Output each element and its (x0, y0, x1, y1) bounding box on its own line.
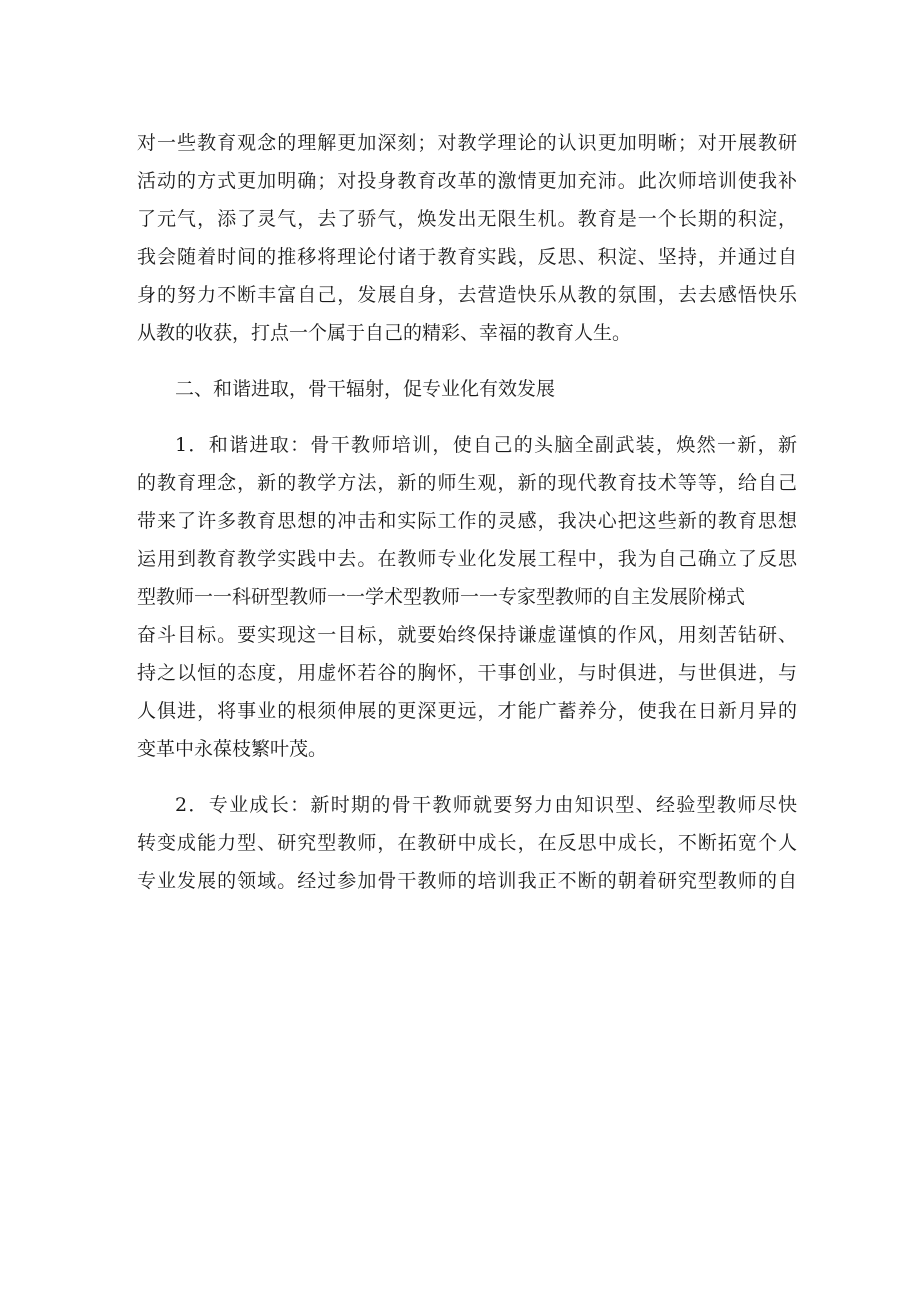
text-line: 的教育理念，新的教学方法，新的师生观，新的现代教育技术等等，给自己 (137, 472, 797, 494)
paragraph-professional-growth (137, 786, 797, 900)
section-heading (137, 370, 797, 408)
paragraph-spacer (137, 408, 797, 426)
text-line: 对一些教育观念的理解更加深刻；对教学理论的认识更加明晰；对开展教研 (137, 132, 797, 154)
paragraph-spacer (137, 768, 797, 786)
text-line: 活动的方式更加明确；对投身教育改革的激情更加充沛。此次师培训使我补 (137, 170, 797, 192)
text-line: 了元气，添了灵气，去了骄气，焕发出无限生机。教育是一个长期的积淀， (137, 208, 797, 230)
text-line: 我会随着时间的推移将理论付诸于教育实践，反思、积淀、坚持，并通过自 (137, 246, 797, 268)
text-line: 运用到教育教学实践中去。在教师专业化发展工程中，我为自己确立了反思 (137, 548, 797, 570)
text-line: 身的努力不断丰富自己，发展自身，去营造快乐从教的氛围，去去感悟快乐 (137, 284, 797, 306)
text-line: 专业发展的领域。经过参加骨干教师的培训我正不断的朝着研究型教师的自 (137, 870, 797, 892)
paragraph-spacer (137, 352, 797, 370)
section-heading-text: 二、和谐进取，骨干辐射，促专业化有效发展 (175, 378, 556, 400)
text-line: 型教师一一科研型教师一一学术型教师一一专家型教师的自主发展阶梯式 (137, 586, 746, 608)
text-line: 1．和谐进取：骨干教师培训，使自己的头脑全副武装，焕然一新，新 (175, 434, 797, 456)
text-line: 从教的收获，打点一个属于自己的精彩、幸福的教育人生。 (137, 322, 632, 344)
text-line: 变革中永葆枝繁叶茂。 (137, 738, 328, 760)
paragraph-harmonious-progress (137, 426, 797, 768)
paragraph-reflection (137, 124, 797, 352)
document-body (137, 124, 797, 900)
text-line: 持之以恒的态度，用虚怀若谷的胸怀，干事创业，与时俱进，与世俱进，与 (137, 662, 797, 684)
text-line: 奋斗目标。要实现这一目标，就要始终保持谦虚谨慎的作风，用刻苦钻研、 (137, 624, 797, 646)
text-line: 转变成能力型、研究型教师，在教研中成长，在反思中成长，不断拓宽个人 (137, 832, 797, 854)
text-line: 带来了许多教育思想的冲击和实际工作的灵感，我决心把这些新的教育思想 (137, 510, 797, 532)
text-line: 2．专业成长：新时期的骨干教师就要努力由知识型、经验型教师尽快 (175, 794, 797, 816)
text-line: 人俱进，将事业的根须伸展的更深更远，才能广蓄养分，使我在日新月异的 (137, 700, 797, 722)
